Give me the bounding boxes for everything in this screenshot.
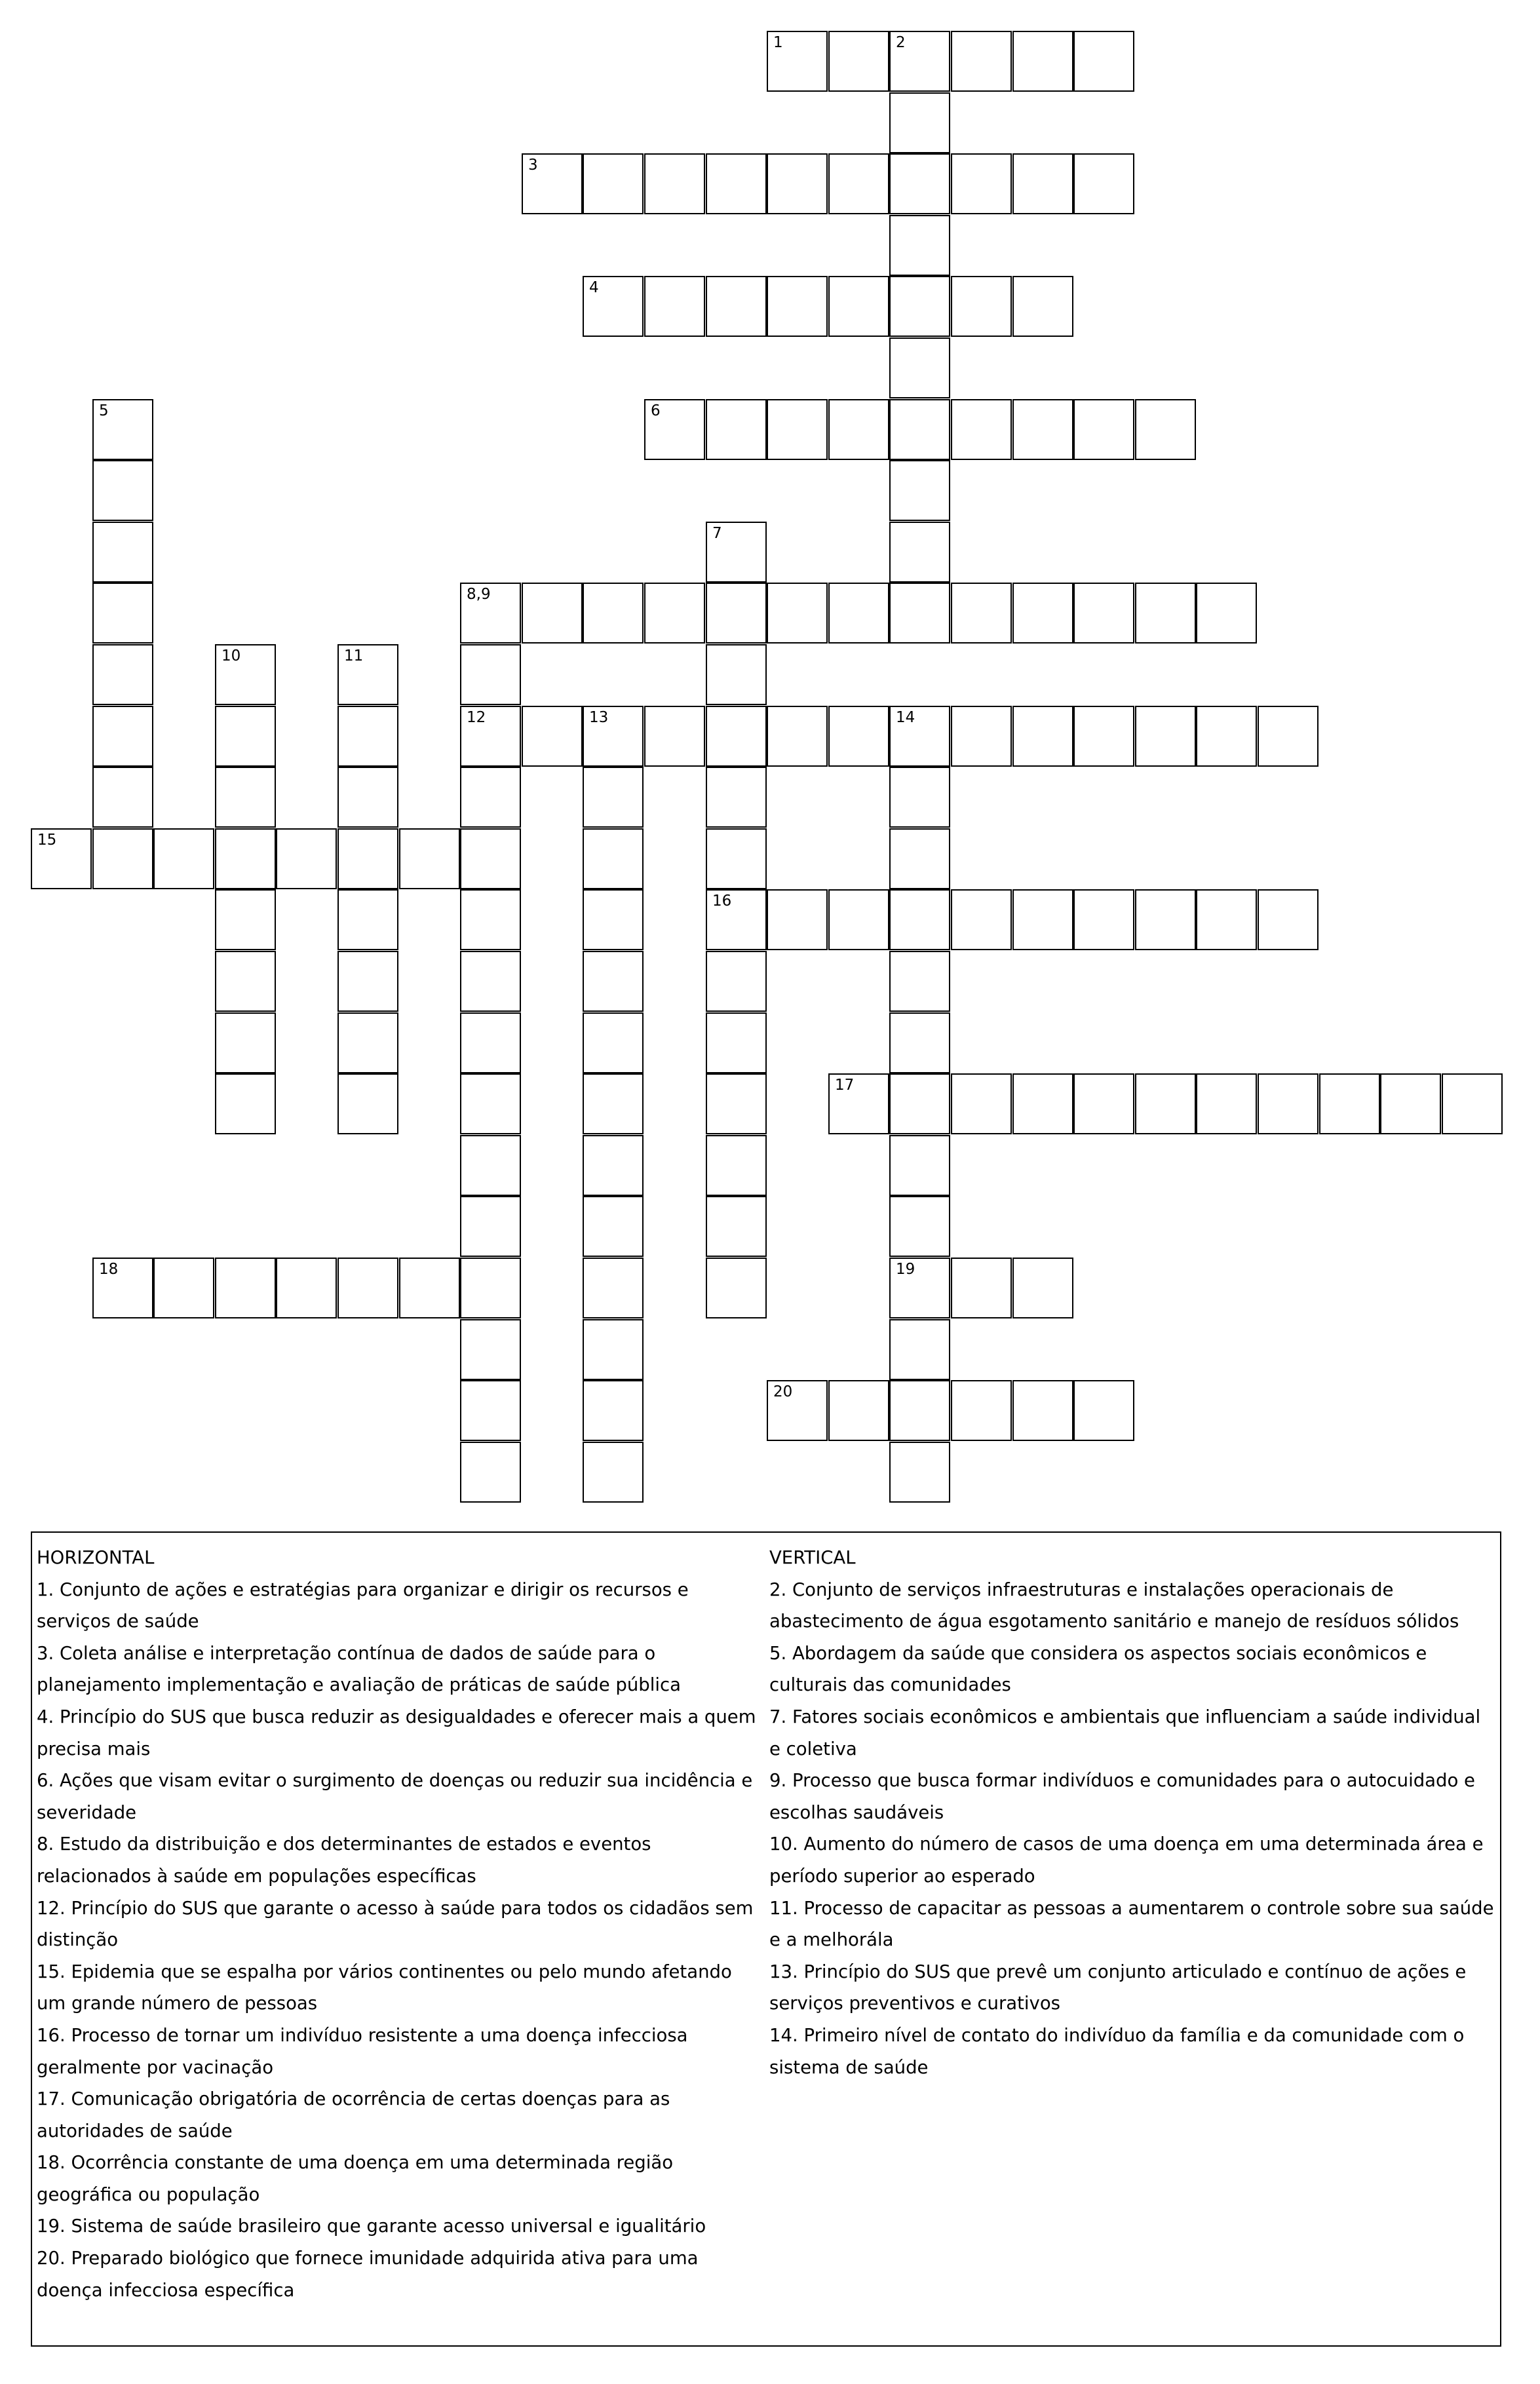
grid-cell[interactable] xyxy=(522,706,583,767)
clue-cell-12[interactable] xyxy=(460,706,521,767)
clue-cell-19[interactable] xyxy=(889,1258,950,1318)
grid-cell[interactable] xyxy=(1073,706,1134,767)
grid-cell[interactable] xyxy=(951,399,1012,460)
grid-cell[interactable] xyxy=(1012,1073,1073,1134)
grid-cell[interactable] xyxy=(1073,889,1134,950)
grid-cell[interactable] xyxy=(215,889,276,950)
grid-cell[interactable] xyxy=(706,583,767,644)
grid-cell[interactable] xyxy=(889,1012,950,1073)
clue-cell-4[interactable] xyxy=(583,276,644,337)
clue-across-3: 3. Coleta análise e interpretação contínua de dados de saúde para o planejamento implementação e avaliação de práticas de saúde pública xyxy=(37,1642,681,1696)
clue-across-18: 18. Ocorrência constante de uma doença em uma determinada região geográfica ou população xyxy=(37,2152,674,2205)
grid-cell[interactable] xyxy=(951,1258,1012,1318)
grid-cell[interactable] xyxy=(706,153,767,214)
clue-number: 16 xyxy=(712,893,732,910)
grid-cell[interactable] xyxy=(583,583,644,644)
grid-cell[interactable] xyxy=(1012,889,1073,950)
clue-number: 2 xyxy=(896,34,906,51)
clue-number: 11 xyxy=(344,647,364,664)
grid-cell[interactable] xyxy=(215,1073,276,1134)
grid-cell[interactable] xyxy=(1196,583,1257,644)
grid-cell[interactable] xyxy=(1135,583,1196,644)
clue-number: 4 xyxy=(589,279,599,296)
grid-cell[interactable] xyxy=(889,1135,950,1196)
grid-cell[interactable] xyxy=(889,1073,950,1134)
grid-cell[interactable] xyxy=(644,276,705,337)
grid-cell[interactable] xyxy=(583,767,644,828)
grid-cell[interactable] xyxy=(337,828,398,889)
grid-cell[interactable] xyxy=(583,1196,644,1257)
grid-cell[interactable] xyxy=(1012,1380,1073,1441)
grid-cell[interactable] xyxy=(889,1196,950,1257)
grid-cell[interactable] xyxy=(92,522,153,583)
grid-cell[interactable] xyxy=(706,951,767,1012)
grid-cell[interactable] xyxy=(583,951,644,1012)
grid-cell[interactable] xyxy=(1012,583,1073,644)
grid-cell[interactable] xyxy=(889,337,950,398)
grid-cell[interactable] xyxy=(460,1380,521,1441)
grid-cell[interactable] xyxy=(889,522,950,583)
grid-cell[interactable] xyxy=(951,31,1012,92)
grid-cell[interactable] xyxy=(215,951,276,1012)
grid-cell[interactable] xyxy=(583,1442,644,1503)
grid-cell[interactable] xyxy=(460,1258,521,1318)
grid-cell[interactable] xyxy=(706,767,767,828)
grid-cell[interactable] xyxy=(706,706,767,767)
grid-cell[interactable] xyxy=(767,706,828,767)
clue-number: 7 xyxy=(712,525,722,542)
clue-number: 6 xyxy=(651,402,661,419)
grid-cell[interactable] xyxy=(889,583,950,644)
clue-number: 13 xyxy=(589,709,609,726)
clue-across-8: 8. Estudo da distribuição e dos determinantes de estados e eventos relacionados à saúde em populações específicas xyxy=(37,1834,651,1887)
clue-down-14: 14. Primeiro nível de contato do indivíduo da família e da comunidade com o sistema de saúde xyxy=(769,2024,1465,2078)
clue-cell-5[interactable] xyxy=(92,399,153,460)
grid-cell[interactable] xyxy=(583,889,644,950)
clue-cell-18[interactable] xyxy=(92,1258,153,1318)
grid-cell[interactable] xyxy=(644,706,705,767)
grid-cell[interactable] xyxy=(399,1258,460,1318)
clues-panel xyxy=(31,1531,1501,2347)
grid-cell[interactable] xyxy=(92,644,153,705)
grid-cell[interactable] xyxy=(1073,1073,1134,1134)
clue-down-2: 2. Conjunto de serviços infraestruturas e instalações operacionais de abastecimento de água esgotamento sanitário e manejo de resíduos sólidos xyxy=(769,1579,1459,1632)
grid-cell[interactable] xyxy=(583,1073,644,1134)
grid-cell[interactable] xyxy=(706,1258,767,1318)
clue-down-7: 7. Fatores sociais econômicos e ambientais que influenciam a saúde individual e coletiva xyxy=(769,1706,1481,1759)
clue-number: 1 xyxy=(773,34,783,51)
grid-cell[interactable] xyxy=(1012,1258,1073,1318)
grid-cell[interactable] xyxy=(337,706,398,767)
clue-number: 19 xyxy=(896,1261,915,1278)
grid-cell[interactable] xyxy=(706,1073,767,1134)
grid-cell[interactable] xyxy=(1135,706,1196,767)
clue-across-12: 12. Princípio do SUS que garante o acesso à saúde para todos os cidadãos sem distinção xyxy=(37,1897,754,1951)
grid-cell[interactable] xyxy=(215,767,276,828)
clue-across-15: 15. Epidemia que se espalha por vários continentes ou pelo mundo afetando um grande número de pessoas xyxy=(37,1961,732,2014)
grid-cell[interactable] xyxy=(889,399,950,460)
grid-cell[interactable] xyxy=(1012,706,1073,767)
clue-number: 18 xyxy=(99,1261,119,1278)
clue-down-5: 5. Abordagem da saúde que considera os aspectos sociais econômicos e culturais das comunidades xyxy=(769,1642,1427,1696)
grid-cell[interactable] xyxy=(828,153,889,214)
grid-cell[interactable] xyxy=(828,889,889,950)
grid-cell[interactable] xyxy=(583,1258,644,1318)
grid-cell[interactable] xyxy=(583,1380,644,1441)
clue-number: 10 xyxy=(221,647,241,664)
clue-number: 20 xyxy=(773,1383,793,1400)
grid-cell[interactable] xyxy=(889,276,950,337)
grid-cell[interactable] xyxy=(399,828,460,889)
grid-cell[interactable] xyxy=(583,1319,644,1380)
grid-cell[interactable] xyxy=(1073,31,1134,92)
clue-cell-6[interactable] xyxy=(644,399,705,460)
vertical-heading: VERTICAL xyxy=(769,1547,856,1568)
grid-cell[interactable] xyxy=(92,828,153,889)
clue-down-9: 9. Processo que busca formar indivíduos e comunidades para o autocuidado e escolhas saudáveis xyxy=(769,1770,1475,1823)
clue-across-4: 4. Princípio do SUS que busca reduzir as desigualdades e oferecer mais a quem precisa mais xyxy=(37,1706,756,1759)
grid-cell[interactable] xyxy=(828,583,889,644)
grid-cell[interactable] xyxy=(1012,153,1073,214)
clue-cell-11[interactable] xyxy=(337,644,398,705)
clue-cell-13[interactable] xyxy=(583,706,644,767)
grid-cell[interactable] xyxy=(337,1012,398,1073)
grid-cell[interactable] xyxy=(583,153,644,214)
grid-cell[interactable] xyxy=(889,215,950,276)
grid-cell[interactable] xyxy=(1073,399,1134,460)
grid-cell[interactable] xyxy=(828,31,889,92)
grid-cell[interactable] xyxy=(460,828,521,889)
grid-cell[interactable] xyxy=(460,889,521,950)
grid-cell[interactable] xyxy=(1380,1073,1441,1134)
clue-down-13: 13. Princípio do SUS que prevê um conjunto articulado e contínuo de ações e serviços preventivos e curativos xyxy=(769,1961,1467,2014)
grid-cell[interactable] xyxy=(889,951,950,1012)
grid-cell[interactable] xyxy=(889,889,950,950)
clue-cell-17[interactable] xyxy=(828,1073,889,1134)
clue-number: 5 xyxy=(99,402,109,419)
grid-cell[interactable] xyxy=(767,889,828,950)
grid-cell[interactable] xyxy=(460,1196,521,1257)
grid-cell[interactable] xyxy=(706,276,767,337)
grid-cell[interactable] xyxy=(92,583,153,644)
grid-cell[interactable] xyxy=(889,1319,950,1380)
clue-down-10: 10. Aumento do número de casos de uma doença em uma determinada área e período superior ao esperado xyxy=(769,1834,1484,1887)
grid-cell[interactable] xyxy=(215,706,276,767)
clue-across-20: 20. Preparado biológico que fornece imunidade adquirida ativa para uma doença infecciosa específica xyxy=(37,2248,699,2301)
grid-cell[interactable] xyxy=(522,583,583,644)
grid-cell[interactable] xyxy=(460,1319,521,1380)
grid-cell[interactable] xyxy=(215,1012,276,1073)
grid-cell[interactable] xyxy=(460,1073,521,1134)
grid-cell[interactable] xyxy=(828,399,889,460)
grid-cell[interactable] xyxy=(706,399,767,460)
grid-cell[interactable] xyxy=(889,92,950,153)
clue-across-19: 19. Sistema de saúde brasileiro que garante acesso universal e igualitário xyxy=(37,2216,706,2237)
grid-cell[interactable] xyxy=(1073,583,1134,644)
clue-number: 17 xyxy=(835,1077,855,1094)
grid-cell[interactable] xyxy=(92,767,153,828)
clue-down-11: 11. Processo de capacitar as pessoas a aumentarem o controle sobre sua saúde e a melhorála xyxy=(769,1897,1494,1951)
horizontal-clues-column xyxy=(37,1542,765,2306)
grid-cell[interactable] xyxy=(153,828,214,889)
grid-cell[interactable] xyxy=(337,767,398,828)
clue-number: 15 xyxy=(37,832,57,849)
grid-cell[interactable] xyxy=(951,153,1012,214)
clue-cell-20[interactable] xyxy=(767,1380,828,1441)
grid-cell[interactable] xyxy=(337,889,398,950)
grid-cell[interactable] xyxy=(951,1073,1012,1134)
grid-cell[interactable] xyxy=(1196,706,1257,767)
grid-cell[interactable] xyxy=(583,1012,644,1073)
grid-cell[interactable] xyxy=(767,399,828,460)
grid-cell[interactable] xyxy=(644,153,705,214)
clue-cell-8-9[interactable] xyxy=(460,583,521,644)
grid-cell[interactable] xyxy=(706,1135,767,1196)
grid-cell[interactable] xyxy=(583,1135,644,1196)
grid-cell[interactable] xyxy=(1319,1073,1380,1134)
grid-cell[interactable] xyxy=(92,460,153,521)
clue-number: 8,9 xyxy=(467,586,491,603)
clue-number: 14 xyxy=(896,709,915,726)
grid-cell[interactable] xyxy=(1442,1073,1503,1134)
grid-cell[interactable] xyxy=(889,828,950,889)
clue-cell-7[interactable] xyxy=(706,522,767,583)
grid-cell[interactable] xyxy=(337,1073,398,1134)
grid-cell[interactable] xyxy=(767,153,828,214)
clue-number: 3 xyxy=(528,157,538,174)
clue-cell-14[interactable] xyxy=(889,706,950,767)
grid-cell[interactable] xyxy=(889,153,950,214)
grid-cell[interactable] xyxy=(460,1135,521,1196)
grid-cell[interactable] xyxy=(951,276,1012,337)
grid-cell[interactable] xyxy=(460,1012,521,1073)
grid-cell[interactable] xyxy=(828,276,889,337)
grid-cell[interactable] xyxy=(951,1380,1012,1441)
grid-cell[interactable] xyxy=(828,706,889,767)
clue-cell-10[interactable] xyxy=(215,644,276,705)
clue-across-16: 16. Processo de tornar um indivíduo resistente a uma doença infecciosa geralmente por vacinação xyxy=(37,2024,688,2078)
grid-cell[interactable] xyxy=(276,1258,337,1318)
grid-cell[interactable] xyxy=(1196,1073,1257,1134)
clue-across-17: 17. Comunicação obrigatória de ocorrência de certas doenças para as autoridades de saúde xyxy=(37,2088,670,2142)
grid-cell[interactable] xyxy=(706,1012,767,1073)
clue-cell-1[interactable] xyxy=(767,31,828,92)
clue-cell-3[interactable] xyxy=(522,153,583,214)
grid-cell[interactable] xyxy=(215,828,276,889)
grid-cell[interactable] xyxy=(1258,1073,1319,1134)
grid-cell[interactable] xyxy=(1012,276,1073,337)
grid-cell[interactable] xyxy=(460,951,521,1012)
grid-cell[interactable] xyxy=(1135,399,1196,460)
grid-cell[interactable] xyxy=(889,460,950,521)
grid-cell[interactable] xyxy=(706,828,767,889)
grid-cell[interactable] xyxy=(706,1196,767,1257)
grid-cell[interactable] xyxy=(706,644,767,705)
grid-cell[interactable] xyxy=(1258,889,1319,950)
clue-cell-2[interactable] xyxy=(889,31,950,92)
grid-cell[interactable] xyxy=(644,583,705,644)
grid-cell[interactable] xyxy=(1073,1380,1134,1441)
grid-cell[interactable] xyxy=(1135,889,1196,950)
grid-cell[interactable] xyxy=(92,706,153,767)
clue-across-6: 6. Ações que visam evitar o surgimento de doenças ou reduzir sua incidência e severidade xyxy=(37,1770,753,1823)
grid-cell[interactable] xyxy=(951,583,1012,644)
grid-cell[interactable] xyxy=(1196,889,1257,950)
clue-number: 12 xyxy=(467,709,486,726)
clue-cell-15[interactable] xyxy=(31,828,92,889)
grid-cell[interactable] xyxy=(460,1442,521,1503)
grid-cell[interactable] xyxy=(276,828,337,889)
horizontal-heading: HORIZONTAL xyxy=(37,1547,155,1568)
vertical-clues-column xyxy=(769,1542,1497,2083)
grid-cell[interactable] xyxy=(767,583,828,644)
grid-cell[interactable] xyxy=(767,276,828,337)
clue-cell-16[interactable] xyxy=(706,889,767,950)
grid-cell[interactable] xyxy=(1258,706,1319,767)
grid-cell[interactable] xyxy=(337,1258,398,1318)
clue-across-1: 1. Conjunto de ações e estratégias para organizar e dirigir os recursos e serviços de saúde xyxy=(37,1579,689,1632)
grid-cell[interactable] xyxy=(889,767,950,828)
grid-cell[interactable] xyxy=(951,889,1012,950)
grid-cell[interactable] xyxy=(215,1258,276,1318)
grid-cell[interactable] xyxy=(583,828,644,889)
grid-cell[interactable] xyxy=(889,1380,950,1441)
grid-cell[interactable] xyxy=(337,951,398,1012)
grid-cell[interactable] xyxy=(153,1258,214,1318)
grid-cell[interactable] xyxy=(460,644,521,705)
grid-cell[interactable] xyxy=(460,767,521,828)
grid-cell[interactable] xyxy=(951,706,1012,767)
grid-cell[interactable] xyxy=(828,1380,889,1441)
grid-cell[interactable] xyxy=(1073,153,1134,214)
grid-cell[interactable] xyxy=(1012,31,1073,92)
grid-cell[interactable] xyxy=(1135,1073,1196,1134)
grid-cell[interactable] xyxy=(1012,399,1073,460)
grid-cell[interactable] xyxy=(889,1442,950,1503)
